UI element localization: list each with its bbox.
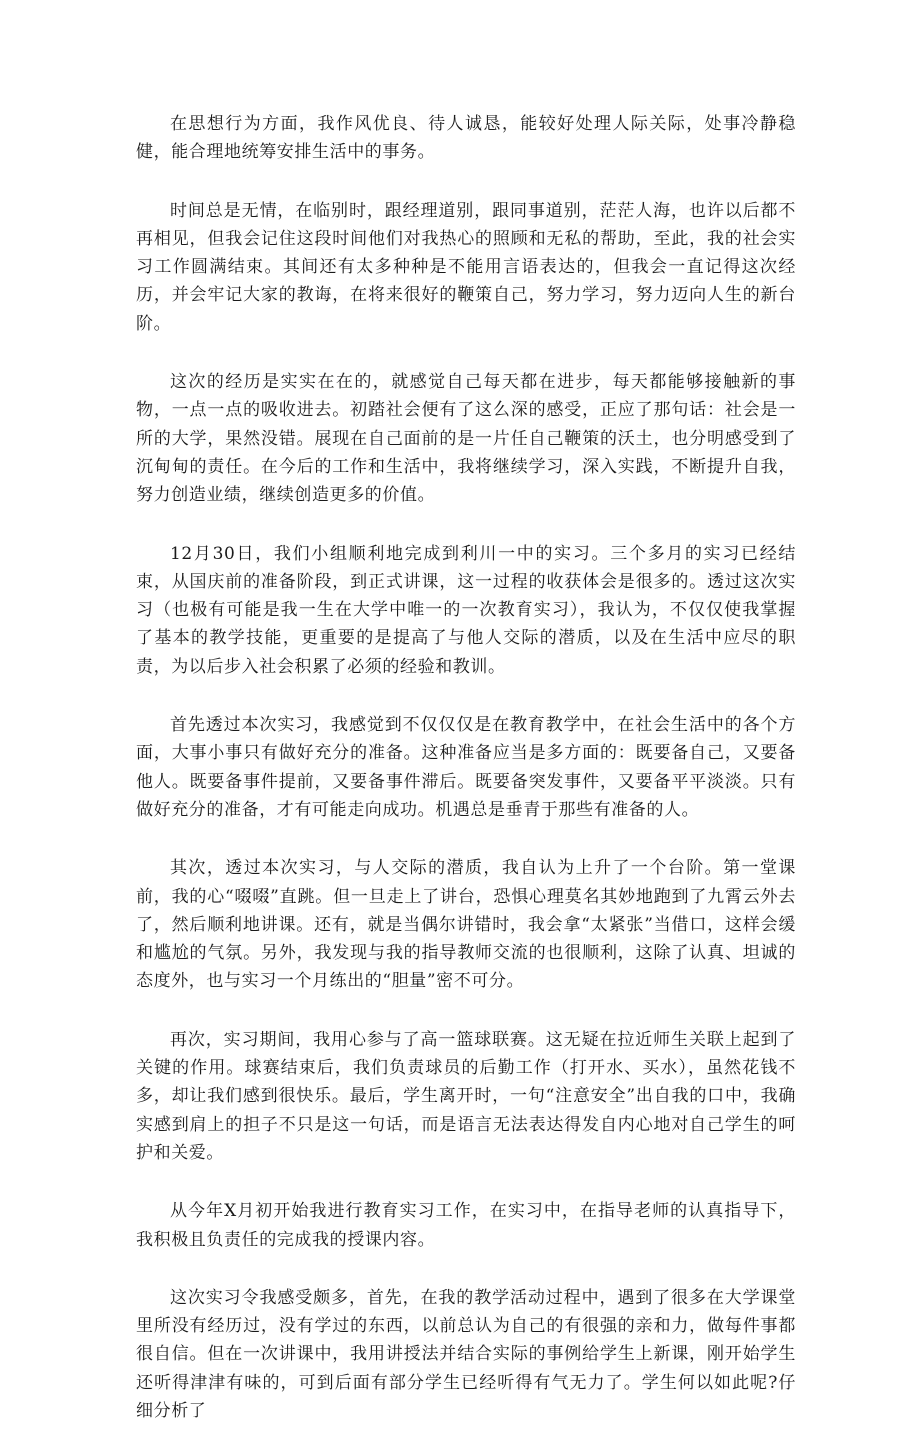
paragraph: 这次实习令我感受颇多，首先，在我的教学活动过程中，遇到了很多在大学课堂里所没有经历过，没有学过的东西，以前总认为自己的有很强的亲和力，做每件事都很自信。但在一次讲课中，我用讲授法并结合实际的事例给学生上新课，刚开始学生还听得津津有味的，可到后面有部分学生已经听得有气无力了。学生何以如此呢?仔细分析了 xyxy=(136,1287,796,1421)
paragraph: 这次的经历是实实在在的，就感觉自己每天都在进步，每天都能够接触新的事物，一点一点的吸收进去。初踏社会便有了这么深的感受，正应了那句话：社会是一所的大学，果然没错。展现在自己面前的是一片任自己鞭策的沃土，也分明感受到了沉甸甸的责任。在今后的工作和生活中，我将继续学习，深入实践，不断提升自我，努力创造业绩，继续创造更多的价值。 xyxy=(136,372,796,506)
paragraph: 时间总是无情，在临别时，跟经理道别，跟同事道别，茫茫人海，也许以后都不再相见，但我会记住这段时间他们对我热心的照顾和无私的帮助，至此，我的社会实习工作圆满结束。其间还有太多种种是不能用言语表达的，但我会一直记得这次经历，并会牢记大家的教诲，在将来很好的鞭策自己，努力学习，努力迈向人生的新台阶。 xyxy=(136,200,796,334)
paragraph: 从今年X月初开始我进行教育实习工作，在实习中，在指导老师的认真指导下，我积极且负责任的完成我的授课内容。 xyxy=(136,1201,796,1250)
paragraph: 其次，透过本次实习，与人交际的潜质，我自认为上升了一个台阶。第一堂课前，我的心“啜啜”直跳。但一旦走上了讲台，恐惧心理莫名其妙地跑到了九霄云外去了，然后顺利地讲课。还有，就是当偶尔讲错时，我会拿“太紧张”当借口，这样会缓和尴尬的气氛。另外，我发现与我的指导教师交流的也很顺利，这除了认真、坦诚的态度外，也与实习一个月练出的“胆量”密不可分。 xyxy=(136,858,796,992)
document-body xyxy=(136,110,796,1455)
paragraph: 再次，实习期间，我用心参与了高一篮球联赛。这无疑在拉近师生关联上起到了关键的作用。球赛结束后，我们负责球员的后勤工作（打开水、买水），虽然花钱不多，却让我们感到很快乐。最后，学生离开时，一句“注意安全”出自我的口中，我确实感到肩上的担子不只是这一句话，而是语言无法表达得发自内心地对自己学生的呵护和关爱。 xyxy=(136,1029,796,1163)
paragraph: 12月30日，我们小组顺利地完成到利川一中的实习。三个多月的实习已经结束，从国庆前的准备阶段，到正式讲课，这一过程的收获体会是很多的。透过这次实习（也极有可能是我一生在大学中唯一的一次教育实习），我认为，不仅仅使我掌握了基本的教学技能，更重要的是提高了与他人交际的潜质，以及在生活中应尽的职责，为以后步入社会积累了必须的经验和教训。 xyxy=(136,543,796,677)
paragraph: 在思想行为方面，我作风优良、待人诚恳，能较好处理人际关际，处事冷静稳健，能合理地统筹安排生活中的事务。 xyxy=(136,114,796,163)
paragraph: 首先透过本次实习，我感觉到不仅仅仅是在教育教学中，在社会生活中的各个方面，大事小事只有做好充分的准备。这种准备应当是多方面的：既要备自己，又要备他人。既要备事件提前，又要备事件滞后。既要备突发事件，又要备平平淡淡。只有做好充分的准备，才有可能走向成功。机遇总是垂青于那些有准备的人。 xyxy=(136,715,796,820)
